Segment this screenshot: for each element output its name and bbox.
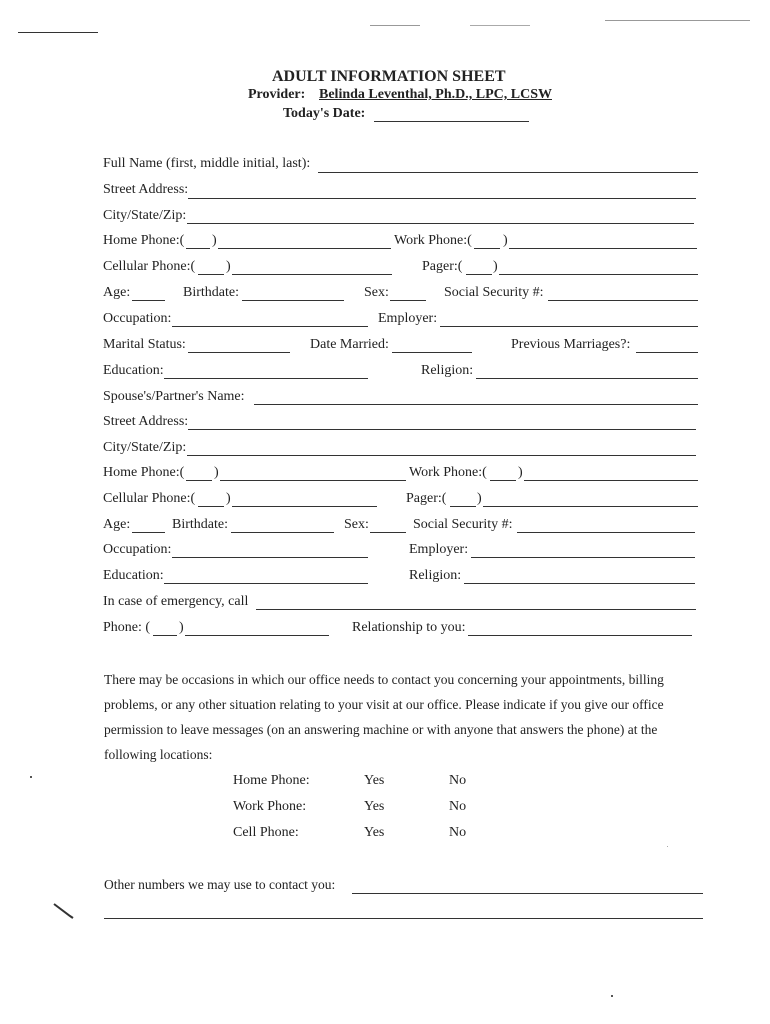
scan-artifact-line bbox=[370, 25, 420, 26]
spouse-home-paren: ) bbox=[214, 465, 219, 480]
marital-status-label: Marital Status: bbox=[103, 337, 186, 352]
scan-artifact-line bbox=[470, 25, 530, 26]
permission-paragraph-line: permission to leave messages (on an answering machine or with anyone that answers the phone) at the bbox=[104, 722, 658, 737]
spouse-ssn-label: Social Security #: bbox=[413, 517, 513, 532]
spouse-pager-field[interactable] bbox=[483, 506, 698, 507]
spouse-employer-label: Employer: bbox=[409, 542, 469, 557]
street-address-field[interactable] bbox=[188, 198, 696, 199]
sex-label: Sex: bbox=[364, 285, 389, 300]
spouse-employer-field[interactable] bbox=[471, 557, 695, 558]
spouse-name-field[interactable] bbox=[254, 404, 698, 405]
permission-paragraph-line: following locations: bbox=[104, 747, 213, 762]
employer-field[interactable] bbox=[440, 326, 698, 327]
cell-phone-paren: ) bbox=[226, 259, 231, 274]
spouse-ssn-field[interactable] bbox=[517, 532, 695, 533]
spouse-age-label: Age: bbox=[103, 517, 131, 532]
emergency-phone-label: Phone: ( bbox=[103, 620, 151, 635]
spouse-occupation-field[interactable] bbox=[172, 557, 368, 558]
pager-paren: ) bbox=[493, 259, 498, 274]
spouse-education-label: Education: bbox=[103, 568, 164, 583]
city-state-zip-label: City/State/Zip: bbox=[103, 208, 187, 223]
scan-speck bbox=[611, 995, 613, 997]
permission-work-phone-label: Work Phone: bbox=[233, 799, 307, 814]
work-phone-label: Work Phone:( bbox=[394, 233, 472, 248]
home-phone-paren: ) bbox=[212, 233, 217, 248]
previous-marriages-field[interactable] bbox=[636, 352, 698, 353]
spouse-religion-label: Religion: bbox=[409, 568, 462, 583]
religion-field[interactable] bbox=[476, 378, 698, 379]
marital-status-field[interactable] bbox=[188, 352, 290, 353]
work-phone-field[interactable] bbox=[509, 248, 697, 249]
permission-work-no[interactable]: No bbox=[449, 799, 467, 814]
spouse-cell-paren: ) bbox=[226, 491, 231, 506]
todays-date-label: Today's Date: bbox=[283, 106, 366, 121]
home-phone-field[interactable] bbox=[218, 248, 391, 249]
other-numbers-label: Other numbers we may use to contact you: bbox=[104, 877, 336, 892]
spouse-pager-area-code[interactable] bbox=[450, 506, 476, 507]
todays-date-field[interactable] bbox=[374, 121, 529, 122]
date-married-label: Date Married: bbox=[310, 337, 389, 352]
scan-speck bbox=[30, 776, 32, 778]
home-phone-area-code[interactable] bbox=[186, 248, 210, 249]
full-name-label: Full Name (first, middle initial, last): bbox=[103, 156, 311, 171]
form-title: ADULT INFORMATION SHEET bbox=[272, 68, 506, 85]
spouse-work-paren: ) bbox=[518, 465, 523, 480]
relationship-field[interactable] bbox=[468, 635, 692, 636]
permission-cell-no[interactable]: No bbox=[449, 825, 467, 840]
pager-field[interactable] bbox=[499, 274, 698, 275]
scan-artifact-line bbox=[18, 32, 98, 33]
spouse-age-field[interactable] bbox=[132, 532, 165, 533]
provider-label: Provider: bbox=[248, 87, 306, 102]
permission-paragraph-line: problems, or any other situation relating to your visit at our office. Please indicate if you give our office bbox=[104, 697, 664, 712]
cell-phone-area-code[interactable] bbox=[198, 274, 224, 275]
spouse-street-label: Street Address: bbox=[103, 414, 189, 429]
religion-label: Religion: bbox=[421, 363, 474, 378]
permission-home-no[interactable]: No bbox=[449, 773, 467, 788]
permission-paragraph-line: There may be occasions in which our office needs to contact you concerning your appointments, billing bbox=[104, 672, 664, 687]
employer-label: Employer: bbox=[378, 311, 438, 326]
permission-cell-phone-label: Cell Phone: bbox=[233, 825, 299, 840]
permission-work-yes[interactable]: Yes bbox=[364, 799, 385, 814]
spouse-home-area-code[interactable] bbox=[186, 480, 212, 481]
spouse-city-label: City/State/Zip: bbox=[103, 440, 187, 455]
pager-label: Pager:( bbox=[422, 259, 463, 274]
spouse-religion-field[interactable] bbox=[464, 583, 695, 584]
relationship-label: Relationship to you: bbox=[352, 620, 466, 635]
work-phone-paren: ) bbox=[503, 233, 508, 248]
emergency-contact-label: In case of emergency, call bbox=[103, 594, 249, 609]
provider-name: Belinda Leventhal, Ph.D., LPC, LCSW bbox=[319, 87, 552, 102]
education-label: Education: bbox=[103, 363, 164, 378]
spouse-work-phone-label: Work Phone:( bbox=[409, 465, 487, 480]
spouse-city-field[interactable] bbox=[187, 455, 696, 456]
spouse-home-phone-label: Home Phone:( bbox=[103, 465, 185, 480]
date-married-field[interactable] bbox=[392, 352, 472, 353]
cell-phone-field[interactable] bbox=[232, 274, 392, 275]
age-field[interactable] bbox=[132, 300, 165, 301]
birthdate-field[interactable] bbox=[242, 300, 344, 301]
emergency-phone-field[interactable] bbox=[185, 635, 329, 636]
spouse-cell-area-code[interactable] bbox=[198, 506, 224, 507]
sex-field[interactable] bbox=[390, 300, 426, 301]
spouse-cell-phone-field[interactable] bbox=[232, 506, 377, 507]
spouse-education-field[interactable] bbox=[164, 583, 368, 584]
cell-phone-label: Cellular Phone:( bbox=[103, 259, 196, 274]
spouse-street-field[interactable] bbox=[188, 429, 696, 430]
ssn-field[interactable] bbox=[548, 300, 698, 301]
pager-area-code[interactable] bbox=[466, 274, 492, 275]
birthdate-label: Birthdate: bbox=[183, 285, 239, 300]
occupation-label: Occupation: bbox=[103, 311, 172, 326]
education-field[interactable] bbox=[164, 378, 368, 379]
permission-home-yes[interactable]: Yes bbox=[364, 773, 385, 788]
spouse-birthdate-label: Birthdate: bbox=[172, 517, 228, 532]
ssn-label: Social Security #: bbox=[444, 285, 544, 300]
other-numbers-field[interactable] bbox=[352, 893, 703, 894]
spouse-pager-paren: ) bbox=[477, 491, 482, 506]
emergency-phone-area-code[interactable] bbox=[153, 635, 177, 636]
spouse-work-area-code[interactable] bbox=[490, 480, 516, 481]
spouse-sex-label: Sex: bbox=[344, 517, 369, 532]
spouse-pager-label: Pager:( bbox=[406, 491, 447, 506]
city-state-zip-field[interactable] bbox=[187, 223, 694, 224]
age-label: Age: bbox=[103, 285, 131, 300]
spouse-sex-field[interactable] bbox=[370, 532, 406, 533]
permission-home-phone-label: Home Phone: bbox=[233, 773, 310, 788]
occupation-field[interactable] bbox=[172, 326, 368, 327]
spouse-name-label: Spouse's/Partner's Name: bbox=[103, 389, 245, 404]
street-address-label: Street Address: bbox=[103, 182, 189, 197]
work-phone-area-code[interactable] bbox=[474, 248, 500, 249]
previous-marriages-label: Previous Marriages?: bbox=[511, 337, 631, 352]
spouse-home-phone-field[interactable] bbox=[220, 480, 406, 481]
other-numbers-field-2[interactable] bbox=[104, 918, 703, 919]
permission-cell-yes[interactable]: Yes bbox=[364, 825, 385, 840]
emergency-contact-field[interactable] bbox=[256, 609, 696, 610]
spouse-occupation-label: Occupation: bbox=[103, 542, 172, 557]
spouse-cell-phone-label: Cellular Phone:( bbox=[103, 491, 196, 506]
spouse-work-phone-field[interactable] bbox=[524, 480, 698, 481]
full-name-field[interactable] bbox=[318, 172, 698, 173]
scan-artifact-line bbox=[605, 20, 750, 21]
scan-speck bbox=[667, 846, 668, 847]
pen-mark-icon bbox=[52, 902, 76, 920]
home-phone-label: Home Phone:( bbox=[103, 233, 185, 248]
emergency-phone-paren: ) bbox=[179, 620, 184, 635]
spouse-birthdate-field[interactable] bbox=[231, 532, 334, 533]
